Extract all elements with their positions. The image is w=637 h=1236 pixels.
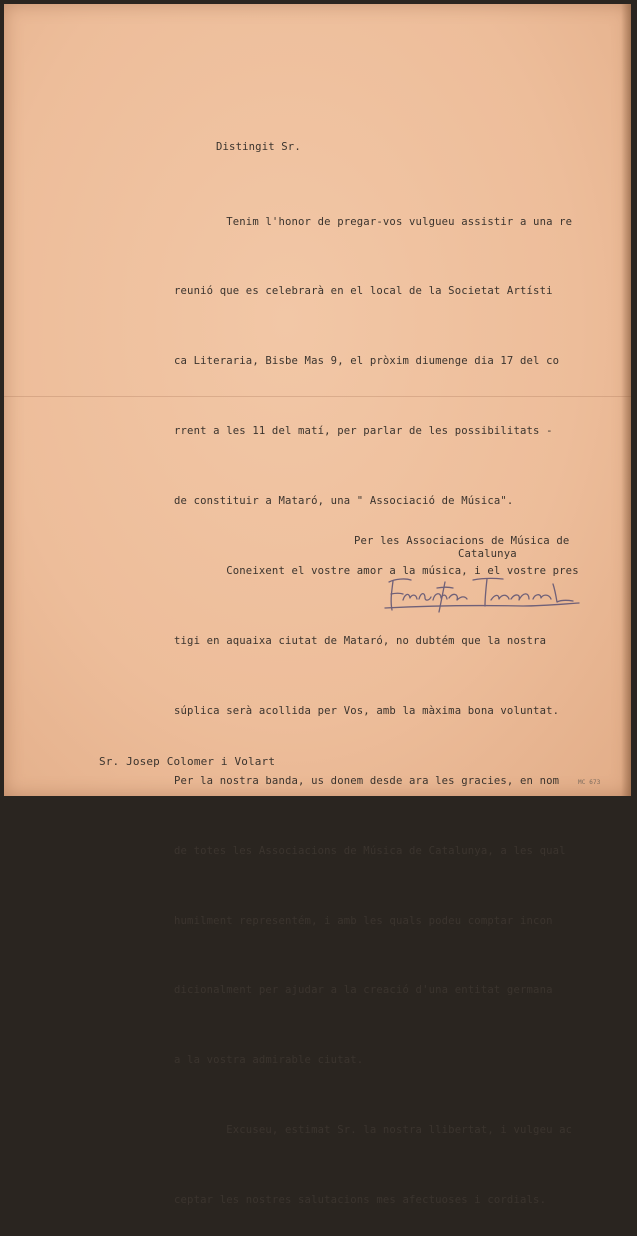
body-line: ceptar les nostres salutacions mes afectuoses i cordials. <box>174 1194 547 1207</box>
body-line: dicionalment per ajudar a la creació d'una entitat germana <box>174 984 553 997</box>
body-line: humilment representém, i amb les quals podeu comptar incon <box>174 914 553 927</box>
greeting: Distingit Sr. <box>216 141 301 153</box>
body-line: súplica serà acollida per Vos, amb la màxima bona voluntat. <box>174 704 560 717</box>
body-line: tigi en aquaixa ciutat de Mataró, no dubtém que la nostra <box>174 634 547 647</box>
body-line: Per la nostra banda, us donem desde ara les gracies, en nom <box>174 774 560 787</box>
body-line: Coneixent el vostre amor a la música, i el vostre pres <box>174 565 579 578</box>
body-line: Excuseu, estimat Sr. la nostra llibertat, i vulgeu ac <box>174 1124 573 1137</box>
closing-line-2: Catalunya <box>458 548 517 560</box>
body-line: reunió que es celebrarà en el local de la Societat Artísti <box>174 285 553 298</box>
body-line: de constituir a Mataró, una " Associació de Música". <box>174 495 514 508</box>
body-line: a la vostra admirable ciutat. <box>174 1054 364 1067</box>
body-line: rrent a les 11 del matí, per parlar de les possibilitats - <box>174 425 553 438</box>
letter-body <box>174 164 579 1236</box>
paper-edge <box>621 4 631 796</box>
body-line: Tenim l'honor de pregar-vos vulgueu assistir a una re <box>174 215 573 228</box>
body-line: de totes les Associacions de Música de Catalunya, a les qual <box>174 844 566 857</box>
archive-stamp: MC 673 <box>578 779 601 786</box>
closing-line-1: Per les Associacions de Música de <box>354 535 570 547</box>
addressee: Sr. Josep Colomer i Volart <box>99 755 276 768</box>
handwritten-signature <box>383 570 583 616</box>
body-line: ca Literaria, Bisbe Mas 9, el pròxim diumenge dia 17 del co <box>174 355 560 368</box>
